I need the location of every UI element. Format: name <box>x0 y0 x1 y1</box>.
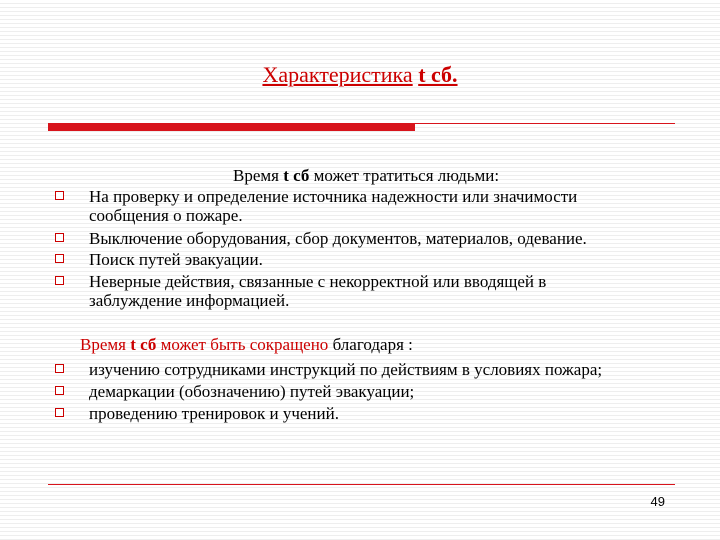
bullet-icon <box>55 191 64 200</box>
bullet-icon <box>55 276 64 285</box>
section2-intro: Время t сб может быть сокращено благодаря : <box>80 335 413 354</box>
slide-title <box>0 62 720 88</box>
bullet-icon <box>55 386 64 395</box>
section2-item-2: демаркации (обозначению) путей эвакуации; <box>89 382 415 401</box>
title-variable: t сб. <box>418 62 458 87</box>
section1-intro: Время t сб может тратиться людьми: <box>233 166 500 185</box>
bullet-icon <box>55 233 64 242</box>
footer-rule <box>48 484 675 485</box>
section1-item-4-line-2: заблуждение информацией. <box>89 291 290 310</box>
title-prefix: Характеристика <box>262 62 413 87</box>
bullet-icon <box>55 408 64 417</box>
title-rule-thick <box>48 123 415 131</box>
section1-item-4-line-1: Неверные действия, связанные с некорректной или вводящей в <box>89 272 547 291</box>
title-rule-thin <box>415 123 675 124</box>
section1-item-1-line-2: сообщения о пожаре. <box>89 206 243 225</box>
section1-item-3: Поиск путей эвакуации. <box>89 250 263 269</box>
section2-item-1: изучению сотрудниками инструкций по действиям в условиях пожара; <box>89 360 603 379</box>
section2-item-3: проведению тренировок и учений. <box>89 404 339 423</box>
section1-item-2: Выключение оборудования, сбор документов, материалов, одевание. <box>89 229 587 248</box>
section1-item-1-line-1: На проверку и определение источника надежности или значимости <box>89 187 578 206</box>
bullet-icon <box>55 364 64 373</box>
bullet-icon <box>55 254 64 263</box>
page-number: 49 <box>650 494 665 509</box>
